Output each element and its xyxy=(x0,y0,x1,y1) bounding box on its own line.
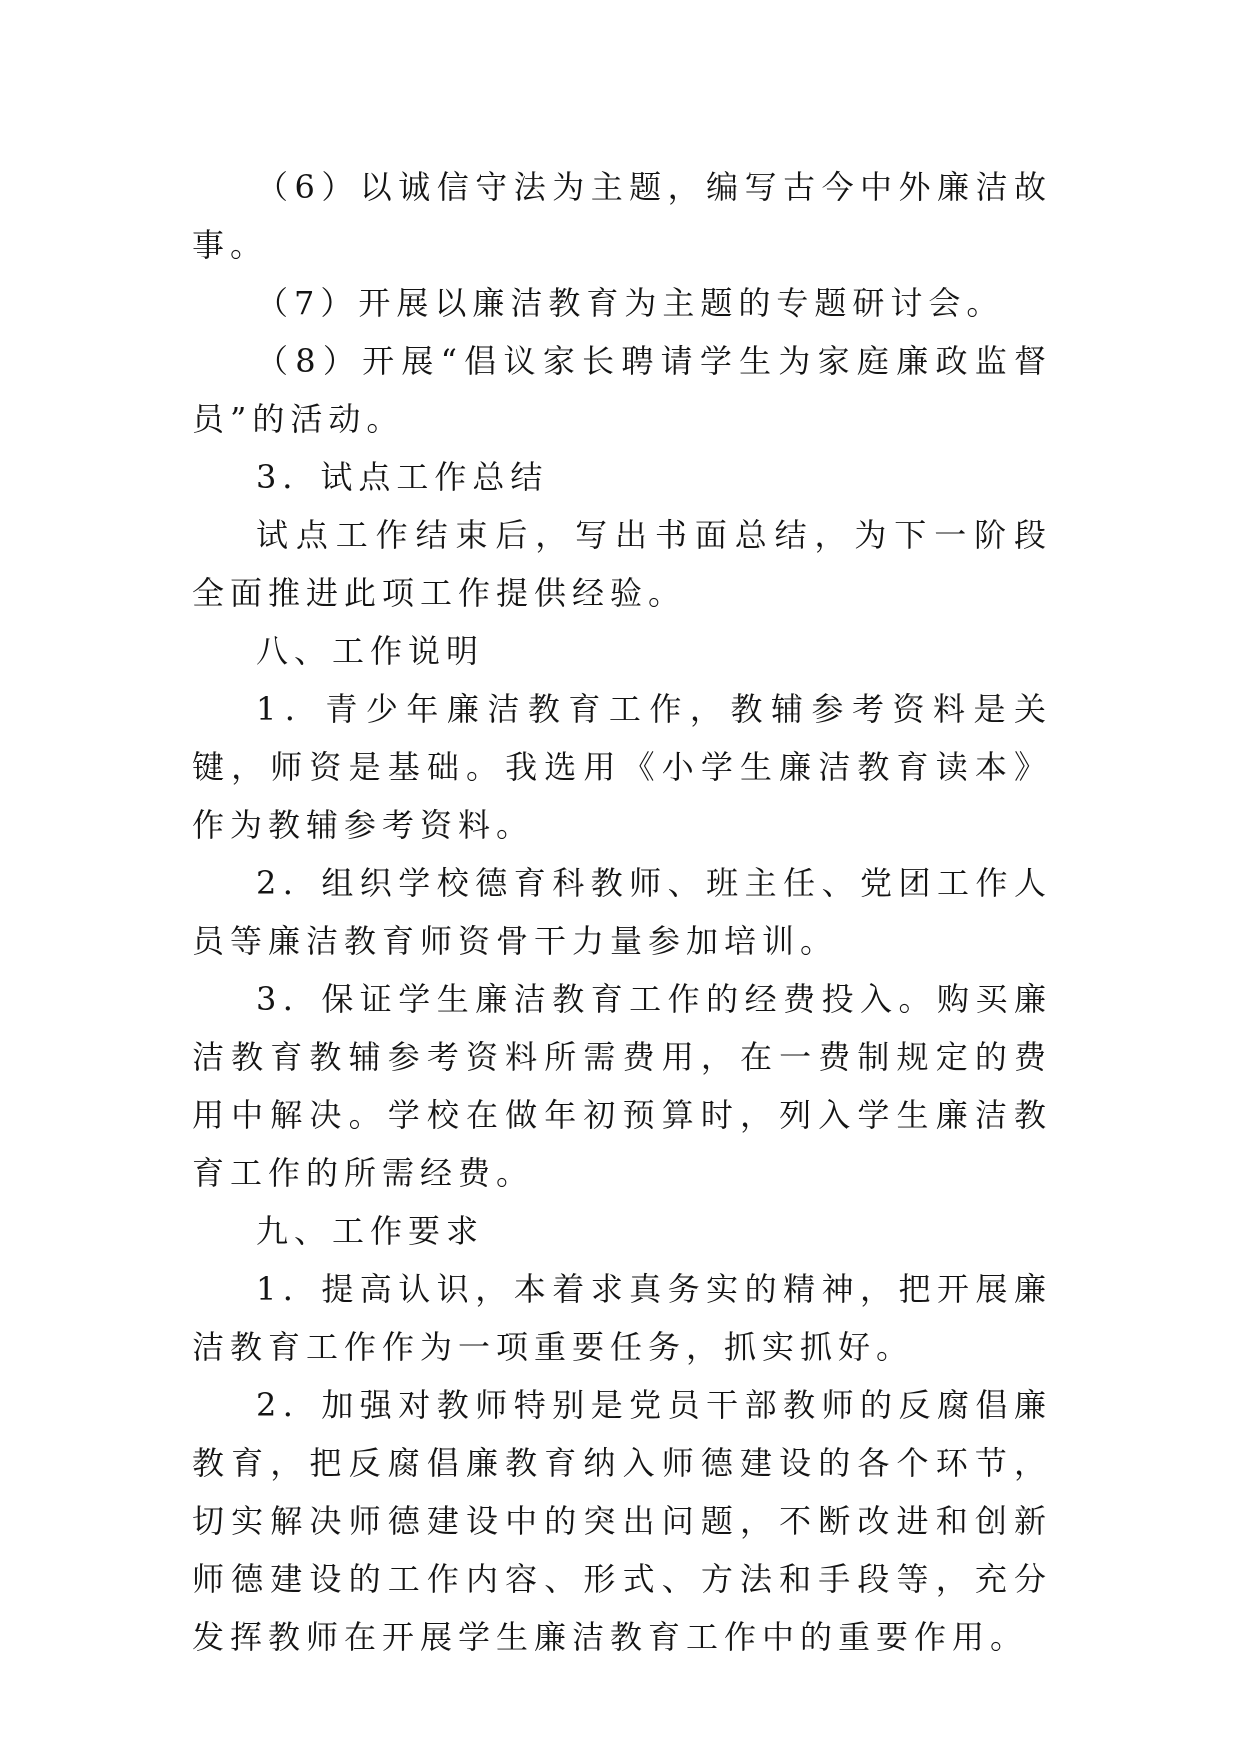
section-heading-work-requirements: 九、工作要求 xyxy=(256,1212,485,1250)
paragraph-work-note-1: 1．青少年廉洁教育工作，教辅参考资料是关键，师资是基础。我选用《小学生廉洁教育读本》作为教辅参考资料。 xyxy=(192,690,1052,844)
paragraph-work-note-3: 3．保证学生廉洁教育工作的经费投入。购买廉洁教育教辅参考资料所需费用，在一费制规定的费用中解决。学校在做年初预算时，列入学生廉洁教育工作的所需经费。 xyxy=(192,980,1052,1192)
paragraph-work-note-2: 2．组织学校德育科教师、班主任、党团工作人员等廉洁教育师资骨干力量参加培训。 xyxy=(192,864,1052,960)
section-heading-pilot-summary: 3．试点工作总结 xyxy=(256,458,549,496)
section-heading-work-notes: 八、工作说明 xyxy=(256,632,485,670)
paragraph-requirement-1: 1．提高认识，本着求真务实的精神，把开展廉洁教育工作作为一项重要任务，抓实抓好。 xyxy=(192,1270,1052,1366)
paragraph-pilot-summary: 试点工作结束后，写出书面总结，为下一阶段全面推进此项工作提供经验。 xyxy=(192,516,1052,612)
paragraph-item-7: （7）开展以廉洁教育为主题的专题研讨会。 xyxy=(256,284,1005,322)
paragraph-item-6: （6）以诚信守法为主题，编写古今中外廉洁故事。 xyxy=(192,168,1052,264)
document-body xyxy=(192,158,1052,1666)
paragraph-requirement-2: 2．加强对教师特别是党员干部教师的反腐倡廉教育，把反腐倡廉教育纳入师德建设的各个环节，切实解决师德建设中的突出问题，不断改进和创新师德建设的工作内容、形式、方法和手段等，充分发挥教师在开展学生廉洁教育工作中的重要作用。 xyxy=(192,1386,1052,1656)
paragraph-item-8: （8）开展“倡议家长聘请学生为家庭廉政监督员”的活动。 xyxy=(192,342,1052,438)
